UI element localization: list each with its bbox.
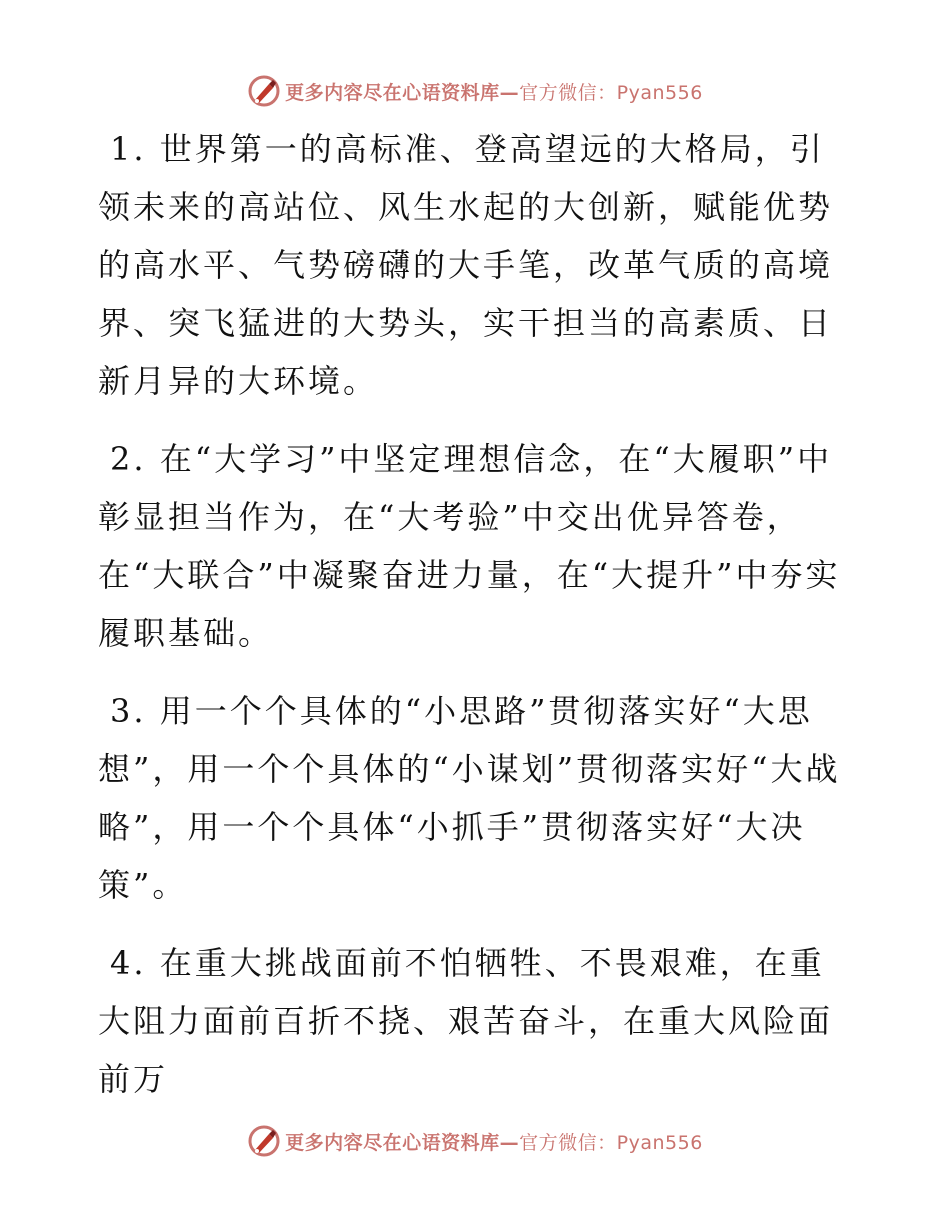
pen-logo-icon: [247, 1124, 281, 1158]
header-banner: [0, 71, 950, 111]
header-text: 更多内容尽在心语资料库—官方微信：Pyan556: [285, 81, 703, 104]
paragraph-4: 4. 在重大挑战面前不怕牺牲、不畏艰难，在重大阻力面前百折不挠、艰苦奋斗，在重大风险面前万: [98, 944, 834, 1098]
footer-text: 更多内容尽在心语资料库—官方微信：Pyan556: [285, 1131, 703, 1154]
paragraph-1: 1. 世界第一的高标准、登高望远的大格局，引领未来的高站位、风生水起的大创新，赋能优势的高水平、气势磅礴的大手笔，改革气质的高境界、突飞猛进的大势头，实干担当的高素质、日新月异的大环境。: [98, 130, 834, 400]
document-body: [98, 120, 850, 1128]
pen-logo-icon: [247, 74, 281, 108]
footer-banner: [0, 1121, 950, 1161]
paragraph-3: 3. 用一个个具体的“小思路”贯彻落实好“大思想”，用一个个具体的“小谋划”贯彻落实好“大战略”，用一个个具体“小抓手”贯彻落实好“大决策”。: [98, 692, 841, 904]
paragraph-2: 2. 在“大学习”中坚定理想信念，在“大履职”中彰显担当作为，在“大考验”中交出优异答卷，在“大联合”中凝聚奋进力量，在“大提升”中夯实履职基础。: [98, 440, 841, 652]
